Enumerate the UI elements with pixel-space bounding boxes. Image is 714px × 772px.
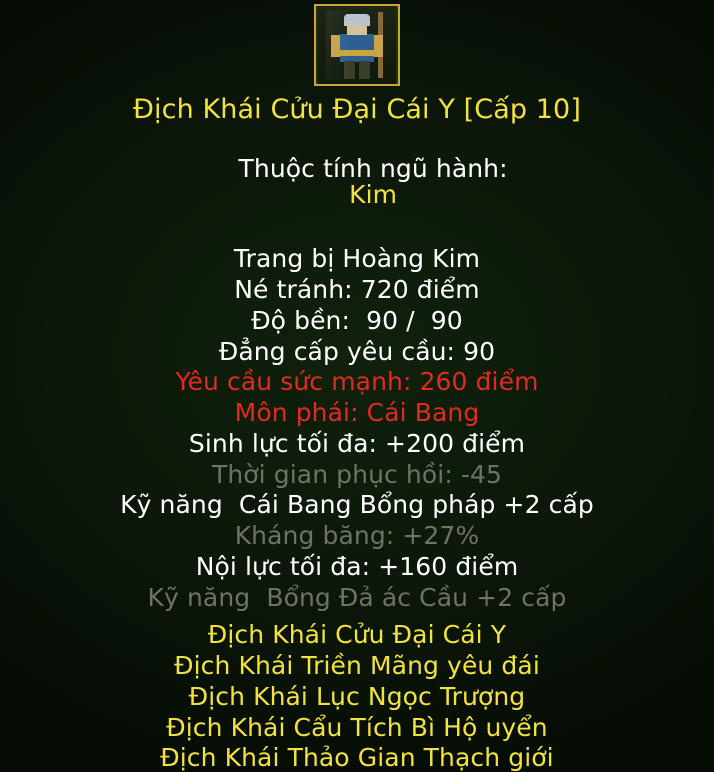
item-element-line bbox=[206, 129, 507, 236]
stat-line-skill-bong-phap: Kỹ năng Cái Bang Bổng pháp +2 cấp bbox=[120, 490, 594, 520]
stat-line-level-requirement: Đẳng cấp yêu cầu: 90 bbox=[218, 336, 496, 366]
beggar-monk-item-icon bbox=[318, 6, 396, 84]
stat-line-faction-requirement: Môn phái: Cái Bang bbox=[234, 398, 480, 428]
stat-line-recovery-time: Thời gian phục hồi: -45 bbox=[211, 459, 503, 489]
set-item-3: Địch Khái Lục Ngọc Trượng bbox=[188, 681, 526, 711]
stat-line-durability: Độ bền: 90 / 90 bbox=[251, 305, 463, 335]
item-icon-frame[interactable] bbox=[314, 4, 400, 86]
item-title: Địch Khái Cửu Đại Cái Y [Cấp 10] bbox=[133, 94, 581, 125]
set-item-5: Địch Khái Thảo Gian Thạch giới bbox=[160, 743, 554, 772]
stat-line-skill-bong-da-ac-cau: Kỹ năng Bổng Đả ác Cầu +2 cấp bbox=[147, 582, 567, 612]
set-item-1: Địch Khái Cửu Đại Cái Y bbox=[207, 620, 507, 650]
element-value: Kim bbox=[349, 180, 398, 210]
element-label: Thuộc tính ngũ hành: bbox=[238, 153, 508, 183]
stat-line-equipment-type: Trang bị Hoàng Kim bbox=[233, 244, 481, 274]
stat-line-max-health: Sinh lực tối đa: +200 điểm bbox=[188, 428, 526, 458]
stat-line-evasion: Né tránh: 720 điểm bbox=[234, 275, 480, 305]
set-item-list bbox=[0, 618, 714, 772]
set-item-4: Địch Khái Cẩu Tích Bì Hộ uyển bbox=[166, 712, 548, 742]
stat-line-max-mana: Nội lực tối đa: +160 điểm bbox=[195, 551, 519, 581]
set-item-2: Địch Khái Triền Mãng yêu đái bbox=[174, 651, 540, 680]
stat-line-ice-resistance: Kháng băng: +27% bbox=[234, 521, 480, 551]
stat-line-strength-requirement: Yêu cầu sức mạnh: 260 điểm bbox=[175, 367, 539, 397]
